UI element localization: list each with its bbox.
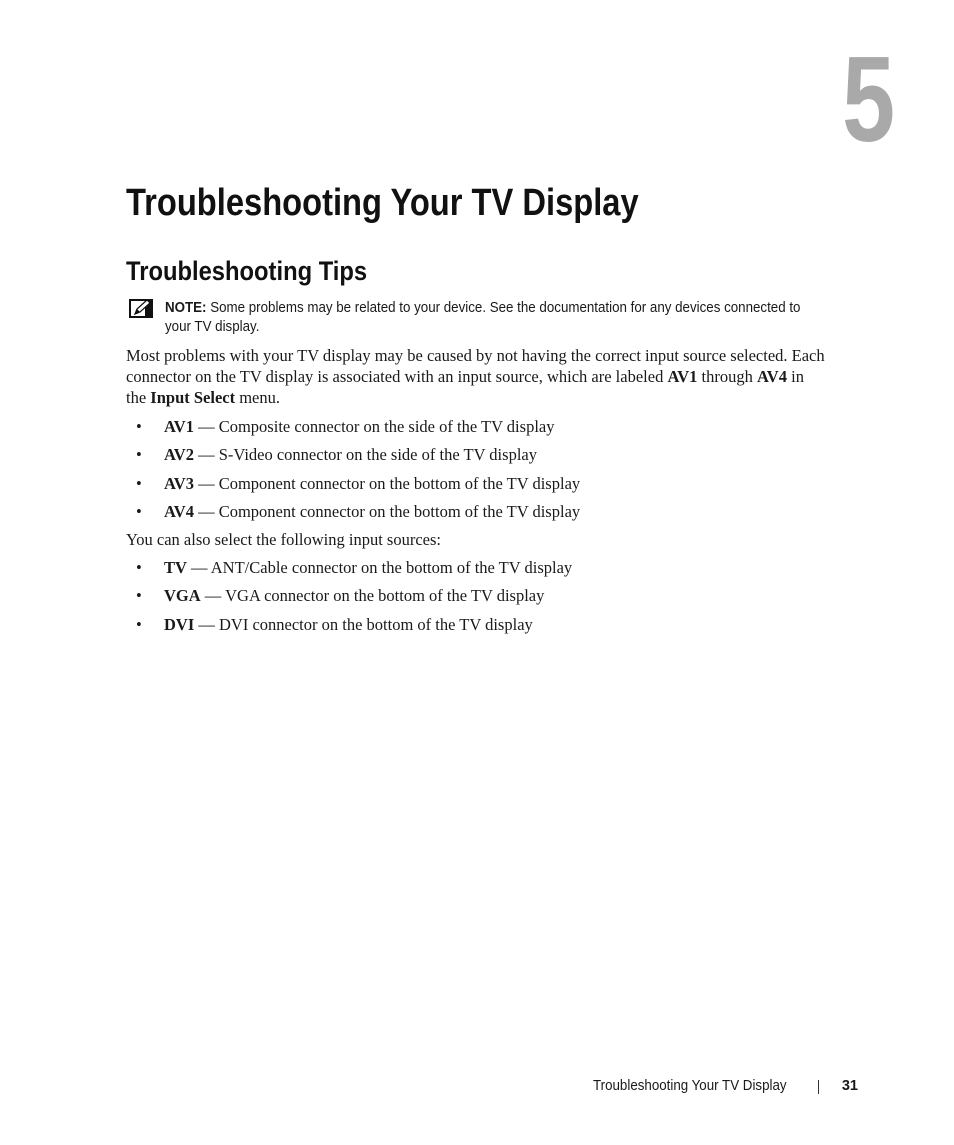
source-desc: — ANT/Cable connector on the bottom of the TV display <box>186 558 573 577</box>
source-desc: — Composite connector on the side of the TV display <box>193 417 555 436</box>
source-desc: — Component connector on the bottom of the TV display <box>193 473 581 493</box>
note-body: Some problems may be related to your device. See the documentation for any devices connected to your TV display. <box>165 300 801 335</box>
list-item: • AV1 — Composite connector on the side of the TV display <box>136 417 555 436</box>
footer-divider <box>818 1080 819 1094</box>
intro-text: menu. <box>235 388 281 407</box>
source-label: AV2 <box>164 445 194 465</box>
intro-paragraph <box>126 345 826 408</box>
chapter-title: Troubleshooting Your TV Display <box>126 182 639 224</box>
list-item: • VGA — VGA connector on the bottom of the TV display <box>136 586 545 606</box>
also-paragraph: You can also select the following input sources: <box>126 530 441 549</box>
intro-av1: AV1 <box>667 367 698 386</box>
footer-title: Troubleshooting Your TV Display <box>593 1078 787 1094</box>
note-text <box>165 299 809 337</box>
source-desc: — Component connector on the bottom of the TV display <box>193 501 581 521</box>
list-item: • AV4 — Component connector on the bottom of the TV display <box>136 501 581 521</box>
intro-text: Most problems with your TV display may be caused by not having the correct input source selected. Each connector on the TV display is associated with an input source, which are labeled <box>126 346 825 386</box>
source-label: AV1 <box>164 417 194 436</box>
section-title: Troubleshooting Tips <box>126 256 368 286</box>
av-source-list <box>126 416 826 529</box>
page-footer <box>593 1076 858 1096</box>
note-label: NOTE: <box>165 300 207 316</box>
source-label: DVI <box>164 614 195 634</box>
intro-text: through <box>697 367 758 386</box>
pencil-note-icon <box>129 299 153 318</box>
list-item: • DVI — DVI connector on the bottom of the TV display <box>136 614 533 634</box>
chapter-number: 5 <box>842 31 896 167</box>
intro-av4: AV4 <box>757 367 787 386</box>
source-label: AV3 <box>164 473 194 493</box>
source-desc: — DVI connector on the bottom of the TV display <box>194 614 533 634</box>
source-label: AV4 <box>164 501 194 521</box>
list-item: • AV2 — S-Video connector on the side of the TV display <box>136 445 537 465</box>
intro-input-select: Input Select <box>150 388 236 407</box>
intro-text: in the <box>126 367 804 407</box>
source-desc: — VGA connector on the bottom of the TV display <box>200 586 545 606</box>
source-label: VGA <box>164 586 201 606</box>
source-desc: — S-Video connector on the side of the TV display <box>193 445 537 465</box>
page-number: 31 <box>841 1078 858 1094</box>
other-source-list <box>126 557 826 642</box>
list-item: • TV — ANT/Cable connector on the bottom of the TV display <box>136 558 573 577</box>
list-item: • AV3 — Component connector on the bottom of the TV display <box>136 473 581 493</box>
source-label: TV <box>164 558 187 577</box>
